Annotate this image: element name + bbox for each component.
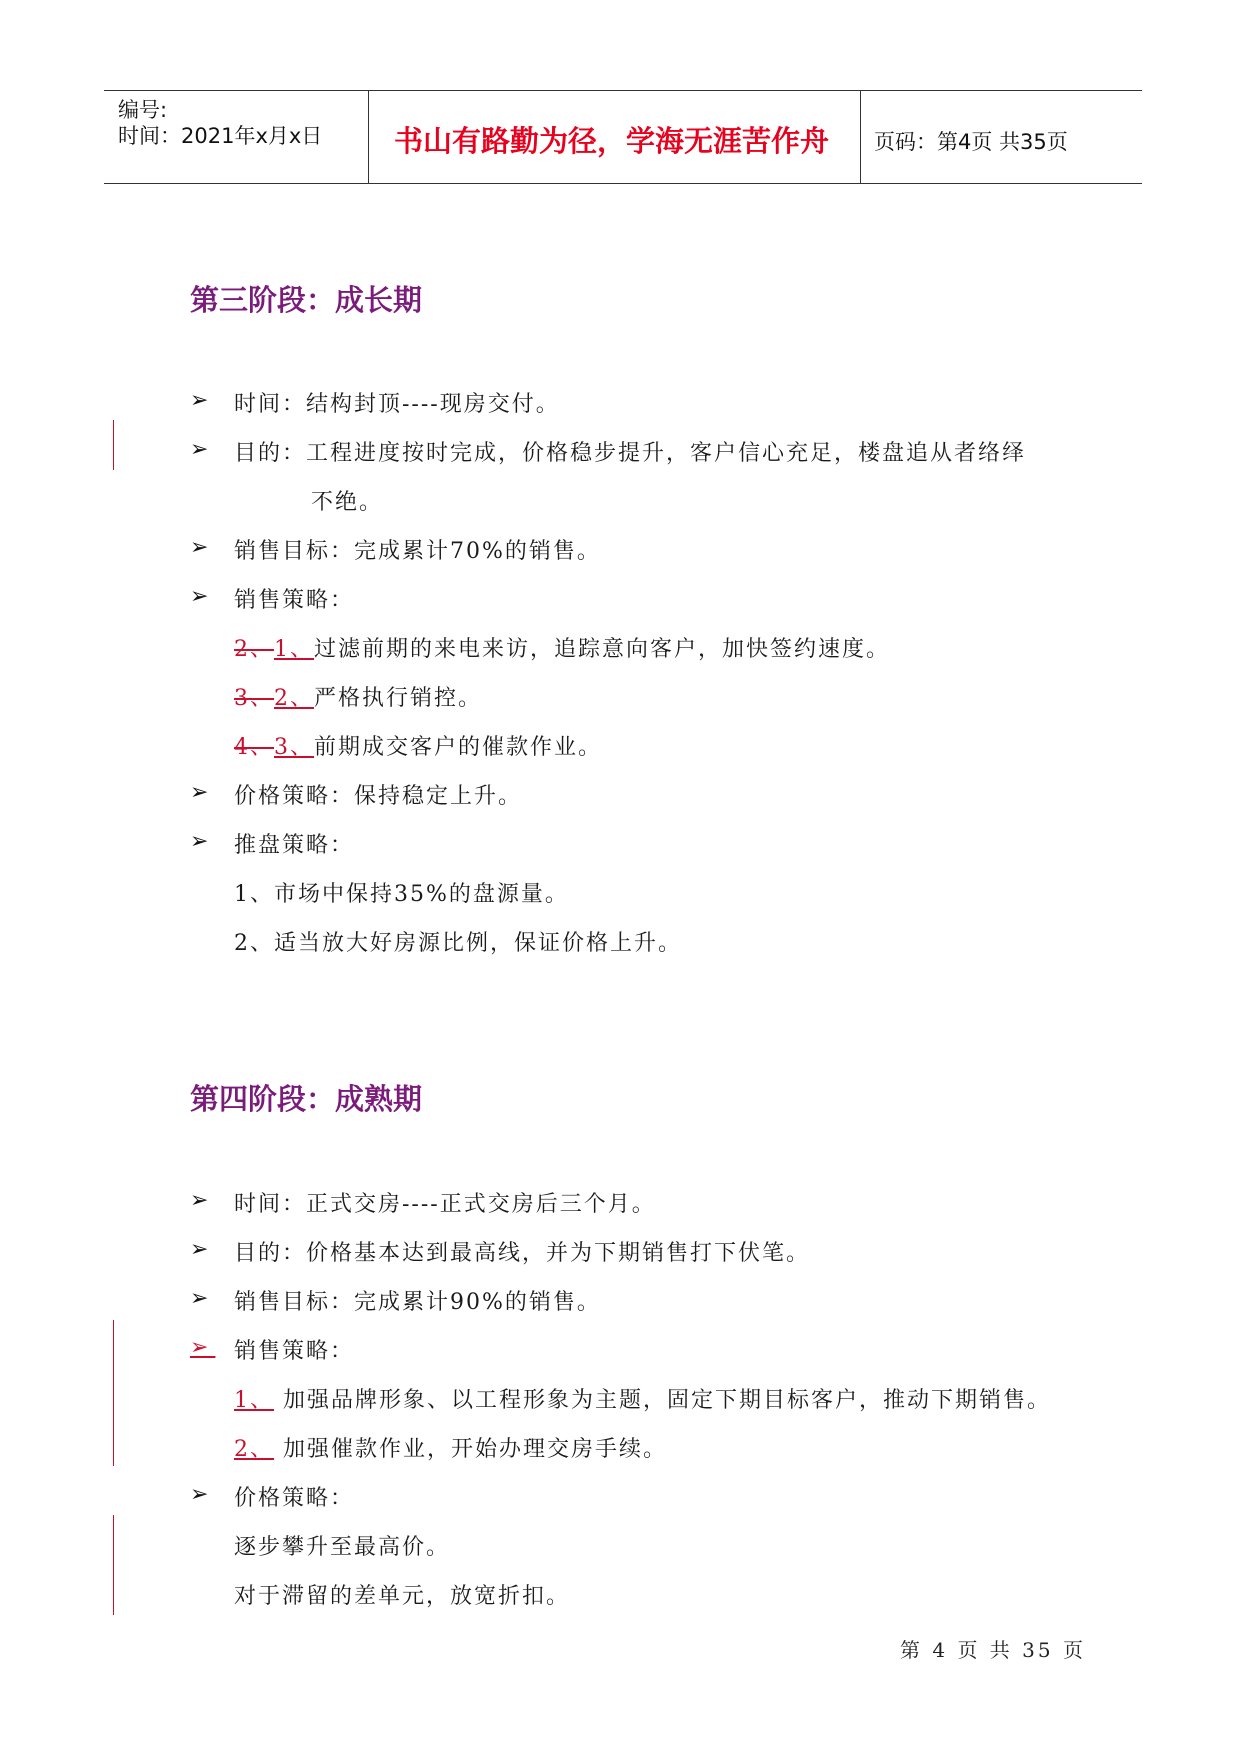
stage3-goal: 目的：工程进度按时完成，价格稳步提升，客户信心充足，楼盘追从者络绎 [234,441,1027,466]
deleted-number: 2、 [234,637,274,662]
header-top-rule [104,90,1142,91]
stage4-time: 时间：正式交房----正式交房后三个月。 [234,1192,656,1217]
stage3-sales-strategy: 销售策略： [234,588,355,613]
stage4-goal: 目的：价格基本达到最高线，并为下期销售打下伏笔。 [234,1241,811,1266]
inserted-number: 2、 [234,1437,274,1462]
arrow-bullet-icon: ➢ [190,388,209,413]
stage4-sales-strategy: 销售策略： [234,1339,355,1364]
inserted-number: 1、 [274,637,314,662]
stage3-push-strategy: 推盘策略： [234,833,355,858]
stage4-price-item: 逐步攀升至最高价。 [234,1535,451,1560]
arrow-bullet-icon: ➢ [190,1335,216,1360]
item-text: 前期成交客户的催款作业。 [314,735,603,760]
stage3-time: 时间：结构封顶----现房交付。 [234,392,560,417]
stage4-price-strategy: 价格策略： [234,1486,355,1511]
inserted-number: 3、 [274,735,314,760]
arrow-bullet-icon: ➢ [190,584,209,609]
stage4-sales-target: 销售目标：完成累计90%的销售。 [234,1290,601,1315]
inserted-number: 2、 [274,686,314,711]
stage3-push-item: 2、适当放大好房源比例，保证价格上升。 [234,931,682,956]
arrow-bullet-icon: ➢ [190,1188,209,1213]
header-divider-right [860,90,861,184]
header-number-label: 编号: [118,98,168,122]
arrow-bullet-icon: ➢ [190,535,209,560]
header-bottom-rule [104,183,1142,184]
arrow-bullet-icon: ➢ [190,437,209,462]
header-time-label: 时间：2021年x月x日 [118,124,323,148]
stage4-title: 第四阶段：成熟期 [190,1082,423,1116]
page-footer: 第 4 页 共 35 页 [900,1638,1086,1662]
arrow-bullet-icon: ➢ [190,1286,209,1311]
revision-bar [113,1320,114,1466]
stage3-price-strategy: 价格策略：保持稳定上升。 [234,784,523,809]
revision-bar [113,420,114,470]
arrow-bullet-icon: ➢ [190,1482,209,1507]
item-text: 加强品牌形象、以工程形象为主题，固定下期目标客户，推动下期销售。 [283,1388,1052,1413]
arrow-bullet-icon: ➢ [190,780,209,805]
stage3-strategy-item [234,681,482,712]
stage3-sales-target: 销售目标：完成累计70%的销售。 [234,539,601,564]
deleted-number: 3、 [234,686,274,711]
item-text: 过滤前期的来电来访，追踪意向客户，加快签约速度。 [314,637,891,662]
stage4-strategy-item [234,1383,1051,1414]
header-divider-left [368,90,369,184]
deleted-number: 4、 [234,735,274,760]
item-text: 严格执行销控。 [314,686,483,711]
header-page-label: 页码：第4页 共35页 [874,130,1068,154]
arrow-bullet-icon: ➢ [190,1237,209,1262]
stage3-title: 第三阶段：成长期 [190,283,423,317]
header-motto: 书山有路勤为径，学海无涯苦作舟 [394,124,830,158]
stage3-push-item: 1、市场中保持35%的盘源量。 [234,882,569,907]
item-text: 加强催款作业，开始办理交房手续。 [283,1437,668,1462]
arrow-bullet-icon: ➢ [190,829,209,854]
stage3-goal-cont: 不绝。 [311,490,384,515]
inserted-number: 1、 [234,1388,274,1413]
stage3-strategy-item [234,730,602,761]
revision-bar [113,1515,114,1615]
stage4-strategy-item [234,1432,667,1463]
stage4-price-item: 对于滞留的差单元，放宽折扣。 [234,1584,571,1609]
stage3-strategy-item [234,632,890,663]
